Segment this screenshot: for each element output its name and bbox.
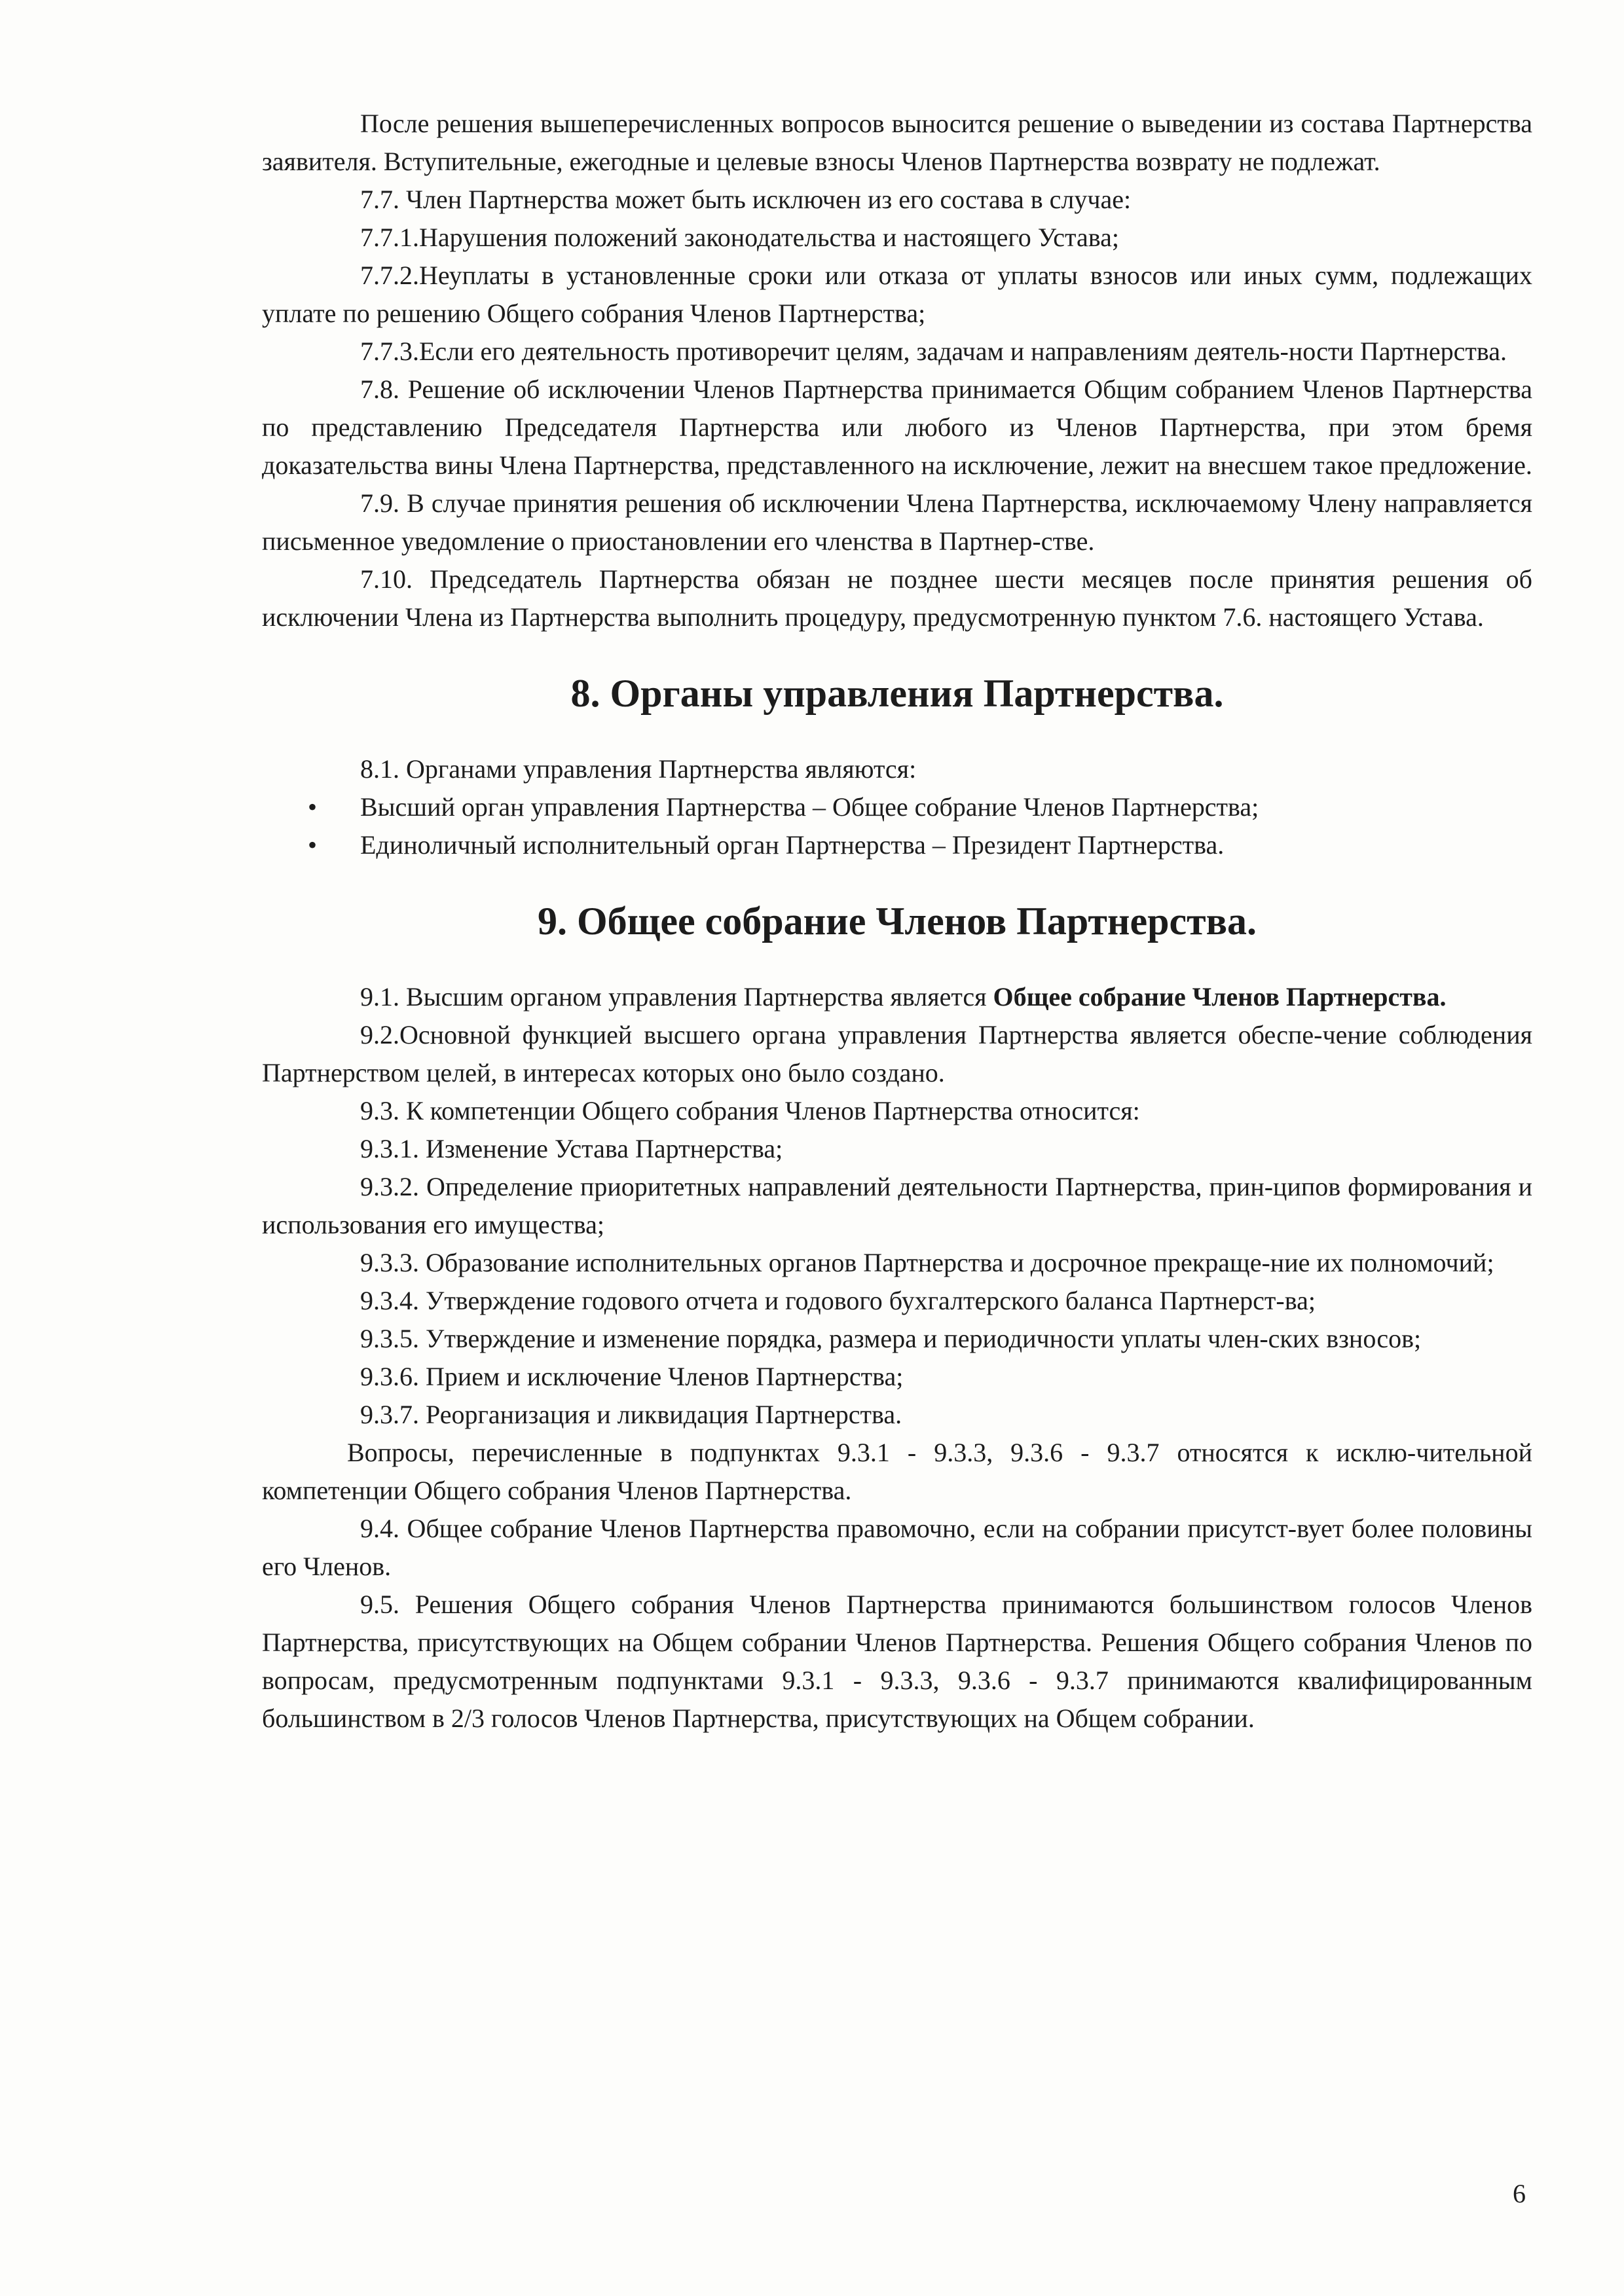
- paragraph-withdrawal-decision: После решения вышеперечисленных вопросов выносится решение о выведении из состава Партнерства заявителя. Вступительные, ежегодные и целевые взносы Членов Партнерства возврату не подлежат.: [262, 109, 1532, 176]
- paragraph-7-8: 7.8. Решение об исключении Членов Партнерства принимается Общим собранием Членов Партнерства по представлению Председателя Партнерства или любого из Членов Партнерства, при этом бремя доказательства вины Члена Партнерства, представленного на исключение, лежит на внесшем такое предложение.: [262, 374, 1532, 480]
- list-item: [262, 826, 1532, 864]
- paragraph-7-9: 7.9. В случае принятия решения об исключении Члена Партнерства, исключаемому Члену направляется письменное уведомление о приостановлении его членства в Партнер-стве.: [262, 488, 1532, 556]
- bullet-icon: •: [308, 830, 318, 860]
- paragraph-7-7-1: 7.7.1.Нарушения положений законодательства и настоящего Устава;: [360, 223, 1119, 252]
- governance-bodies-list: [262, 788, 1532, 864]
- paragraph-9-3: 9.3. К компетенции Общего собрания Членов Партнерства относится:: [360, 1096, 1140, 1125]
- paragraph-9-3-2: 9.3.2. Определение приоритетных направлений деятельности Партнерства, прин-ципов формирования и использования его имущества;: [262, 1172, 1532, 1239]
- paragraph-9-3-3: 9.3.3. Образование исполнительных органов Партнерства и досрочное прекраще-ние их полномочий;: [360, 1248, 1494, 1277]
- paragraph-9-4: 9.4. Общее собрание Членов Партнерства правомочно, если на собрании присутст-вует более половины его Членов.: [262, 1514, 1532, 1581]
- paragraph-7-7-3: 7.7.3.Если его деятельность противоречит целям, задачам и направлениям деятель-ности Партнерства.: [360, 337, 1507, 366]
- list-item: [262, 788, 1532, 826]
- paragraph-9-3-5: 9.3.5. Утверждение и изменение порядка, размера и периодичности уплаты член-ских взносов;: [360, 1324, 1422, 1353]
- paragraph-7-7-2: 7.7.2.Неуплаты в установленные сроки или отказа от уплаты взносов или иных сумм, подлежащих уплате по решению Общего собрания Членов Партнерства;: [262, 261, 1532, 328]
- paragraph-9-3-7: 9.3.7. Реорганизация и ликвидация Партнерства.: [360, 1400, 902, 1429]
- page-number: 6: [1513, 2179, 1526, 2208]
- list-item-text: Высший орган управления Партнерства – Общее собрание Членов Партнерства;: [360, 792, 1259, 822]
- section-8-heading: 8. Органы управления Партнерства.: [570, 672, 1224, 715]
- paragraph-8-1: 8.1. Органами управления Партнерства являются:: [360, 754, 917, 784]
- paragraph-9-1-text: 9.1. Высшим органом управления Партнерства является: [360, 982, 993, 1011]
- paragraph-9-3-4: 9.3.4. Утверждение годового отчета и годового бухгалтерского баланса Партнерст-ва;: [360, 1286, 1316, 1315]
- paragraph-7-7: 7.7. Член Партнерства может быть исключен из его состава в случае:: [360, 185, 1132, 214]
- bullet-icon: •: [308, 792, 318, 822]
- paragraph-exclusive-competence: Вопросы, перечисленные в подпунктах 9.3.1 - 9.3.3, 9.3.6 - 9.3.7 относятся к исклю-чительной компетенции Общего собрания Членов Партнерства.: [262, 1438, 1532, 1505]
- paragraph-9-5: 9.5. Решения Общего собрания Членов Партнерства принимаются большинством голосов Членов Партнерства, присутствующих на Общем собрании Членов Партнерства. Решения Общего собрания Членов по вопросам, предусмотренным подпунктами 9.3.1 - 9.3.3, 9.3.6 - 9.3.7 принимаются квалифицированным большинством в 2/3 голосов Членов Партнерства, присутствующих на Общем собрании.: [262, 1590, 1532, 1733]
- paragraph-9-1: [262, 978, 1532, 1016]
- paragraph-7-10: 7.10. Председатель Партнерства обязан не позднее шести месяцев после принятия решения об исключении Члена из Партнерства выполнить процедуру, предусмотренную пунктом 7.6. настоящего Устава.: [262, 564, 1532, 632]
- paragraph-9-1-bold: Общее собрание Членов Партнерства.: [993, 982, 1447, 1011]
- section-9-heading: 9. Общее собрание Членов Партнерства.: [538, 900, 1257, 943]
- list-item-text: Единоличный исполнительный орган Партнерства – Президент Партнерства.: [360, 830, 1225, 860]
- paragraph-9-3-6: 9.3.6. Прием и исключение Членов Партнерства;: [360, 1362, 904, 1391]
- document-page: [262, 105, 1532, 1738]
- paragraph-9-3-1: 9.3.1. Изменение Устава Партнерства;: [360, 1134, 783, 1163]
- paragraph-9-2: 9.2.Основной функцией высшего органа управления Партнерства является обеспе-чение соблюдения Партнерством целей, в интересах которых оно было создано.: [262, 1020, 1532, 1087]
